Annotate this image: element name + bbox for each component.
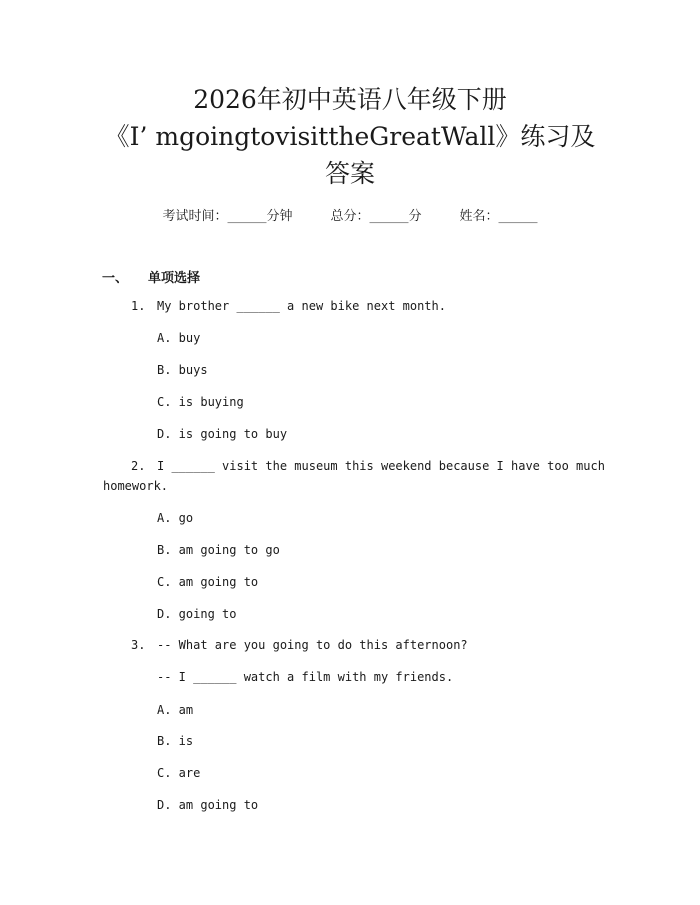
document-title-line-1: 2026年初中英语八年级下册 [193,85,507,114]
section-title: 单项选择 [148,271,201,286]
option-d: D. is going to buy [157,427,288,441]
document-title-line-2: 《I’ mgoingtovisittheGreatWall》练习及 [104,122,596,151]
question-text: I ______ visit the museum this weekend because I have too much [157,459,605,473]
section-heading [102,267,200,286]
exam-total-score: 总分：______分 [330,209,422,224]
option-a: A. am [157,703,194,717]
question-number: 2. [131,459,146,473]
section-number: 一、 [102,271,129,286]
student-name: 姓名：______ [459,209,538,224]
question-text: My brother ______ a new bike next month. [157,299,446,313]
option-b: B. buys [157,363,208,377]
option-c: C. am going to [157,575,259,589]
option-a: A. go [157,511,194,525]
question-number: 3. [131,638,146,652]
option-c: C. are [157,766,201,780]
option-b: B. am going to go [157,543,280,557]
question-text: -- What are you going to do this afternoon? [157,638,468,652]
exam-info [0,205,700,224]
question-text-continued: homework. [103,479,169,493]
option-b: B. is [157,734,194,748]
question-number: 1. [131,299,146,313]
document-title-line-3: 答案 [324,159,375,188]
exam-time: 考试时间：______分钟 [162,209,293,224]
option-d: D. am going to [157,798,259,812]
option-c: C. is buying [157,395,244,409]
option-a: A. buy [157,331,201,345]
option-d: D. going to [157,607,237,621]
question-dialogue-line: -- I ______ watch a film with my friends. [157,670,454,684]
